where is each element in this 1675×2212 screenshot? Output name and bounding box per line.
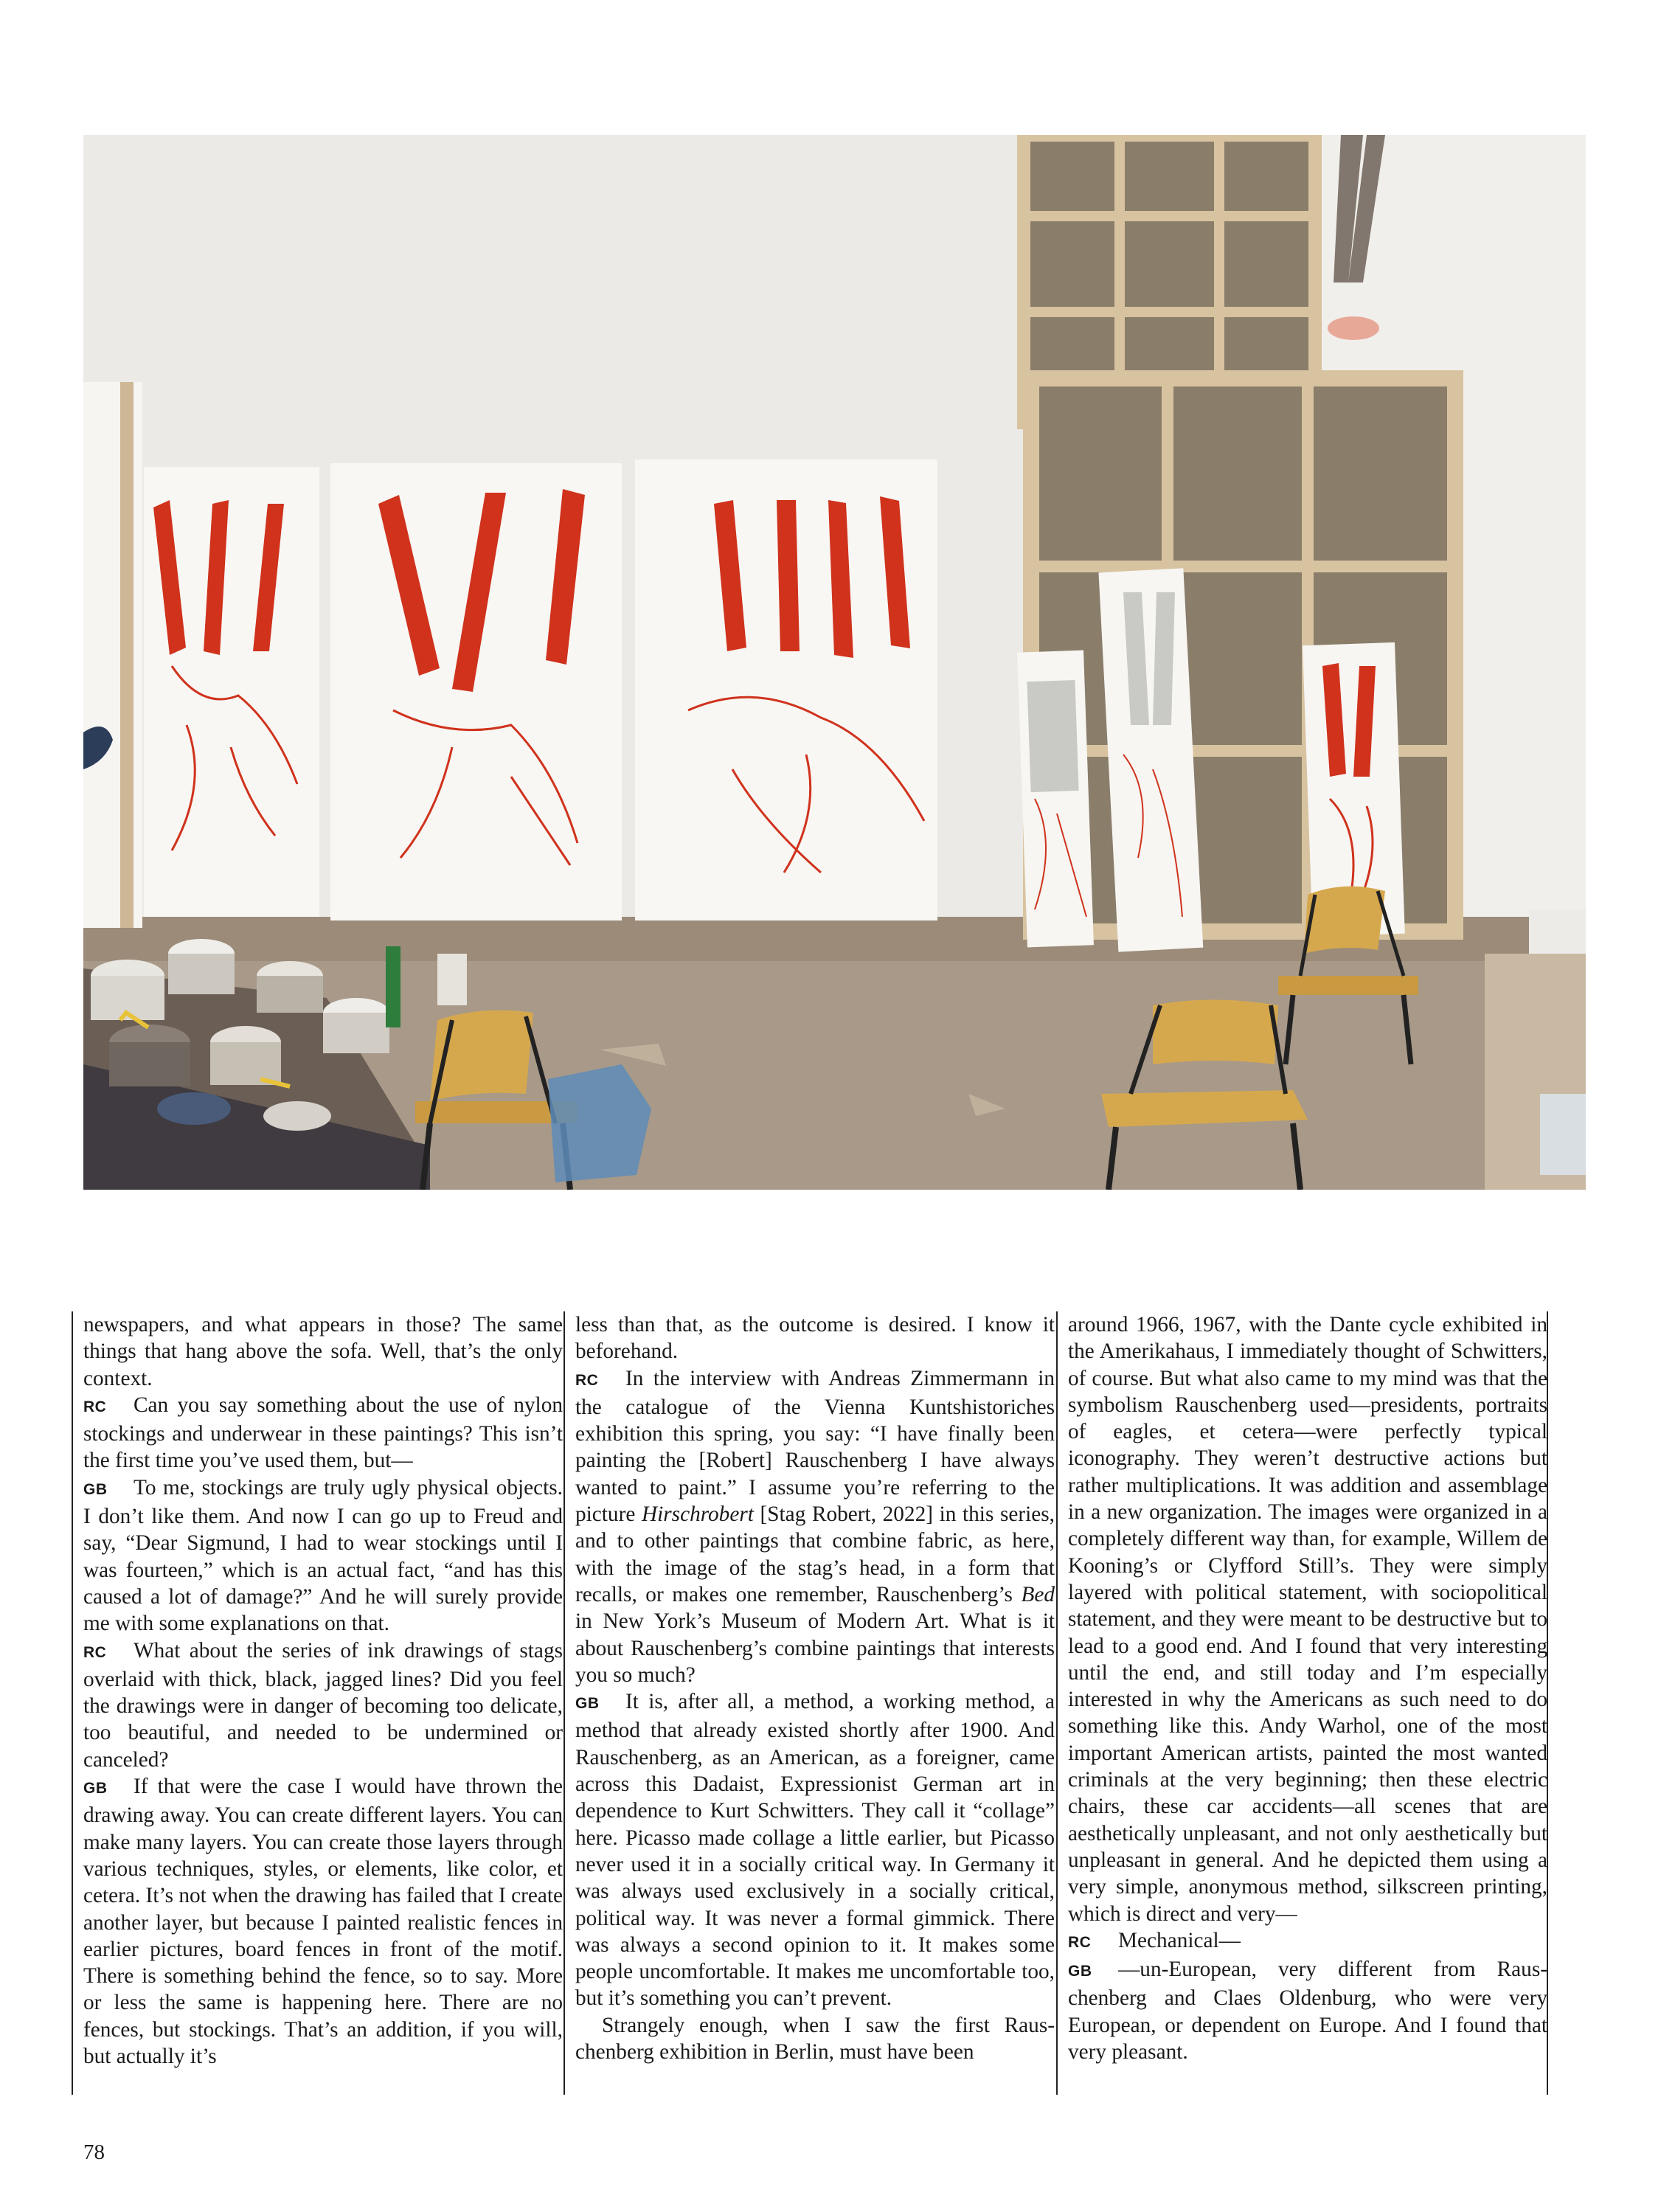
paragraph — [1068, 1311, 1547, 1927]
paragraph-text: To me, stockings are truly ugly physical objects. I don’t like them. And now I can go up to Freud and say, “Dear Sigmund, I had to wear stockings until I was fourteen,” which is an actual fact, “and has this caused a lot of damage?” And he will surely provide me with some explanations on that. — [83, 1475, 563, 1636]
paragraph — [575, 1365, 1055, 1689]
paragraph-text: In the interview with Andreas Zimmermann in the catalogue of the Vienna Kuntshistoriches exhibition this spring, you say: “I have finally been painting the [Robert] Rauschenberg I have always wanted to paint.” I assume you’re referring to the picture Hirschrobert [Stag Robert, 2022] in this series, and to other paintings that combine fabric, as here, with the image of the stag’s head, in a form that recalls, or makes one remember, Rauschenberg’s Bed in New York’s Museum of Modern Art. What is it about Rauschenberg’s combine paintings that interests you so much? — [575, 1366, 1055, 1687]
paragraph — [83, 1392, 563, 1474]
paragraph — [1068, 1927, 1547, 1956]
paragraph-text: What about the series of ink drawings of stags overlaid with thick, black, jagged lines? Did you feel the drawings were in danger of becoming too delicate, too beautiful, and needed to be undermined or canceled? — [83, 1638, 563, 1772]
paragraph-text: —un-European, very different from Rauschenberg and Claes Oldenburg, who were very European, or dependent on Europe. And I found that very pleasant. — [1068, 1958, 1547, 2064]
text-column-1 — [83, 1311, 563, 2095]
paragraph — [83, 1637, 563, 1773]
red-stocking-canvas-3 — [635, 460, 937, 920]
paragraph — [83, 1474, 563, 1637]
left-edge-canvas-frame — [120, 382, 133, 928]
column-rule-center-left — [563, 1311, 565, 2095]
red-stocking-canvas-1 — [144, 467, 319, 917]
paragraph-text: less than that, as the outcome is desired. I know it beforehand. — [575, 1313, 1055, 1364]
paragraph — [83, 1773, 563, 2070]
speaker-tag: RC — [575, 1371, 599, 1389]
paragraph-text: It is, after all, a method, a working method, a method that already existed shortly after 1900. And Rauschenberg, as an American, as a foreigner, came across this Dadaist, Expressionist German art in dependence to Kurt Schwitters. They call it “collage” here. Picasso made collage a little earlier, but Picasso never used it in a socially critical way. In Germany it was always used exclusively in a socially critical, political way. It was never a formal gimmick. There was always a second opinion to it. It makes some people uncomfortable. It makes me uncomfortable too, but it’s something you can’t prevent. — [575, 1690, 1055, 2011]
speaker-tag: GB — [1068, 1963, 1092, 1980]
page-number: 78 — [83, 2140, 105, 2164]
paragraph-text: Strangely enough, when I saw the first Rauschenberg exhibition in Berlin, must have been — [575, 2013, 1055, 2064]
paragraph — [83, 1311, 563, 1392]
small-canvas-grey-1 — [1017, 651, 1094, 948]
speaker-tag: GB — [83, 1480, 108, 1498]
speaker-tag: GB — [575, 1695, 600, 1713]
column-rule-left — [72, 1311, 73, 2095]
studio-photo — [83, 135, 1586, 1190]
paragraph-text: Mechanical— — [1118, 1928, 1241, 1952]
speaker-tag: RC — [1068, 1933, 1092, 1951]
paragraph — [575, 2012, 1055, 2066]
text-column-2 — [575, 1311, 1055, 2095]
speaker-tag: GB — [83, 1780, 108, 1797]
paragraph-text: around 1966, 1967, with the Dante cycle exhibited in the Amerikahaus, I immediately thought of Schwitters, of course. But what also came to my mind was that the symbolism Rauschenberg used—presidents, portraits of eagles, et cetera—were perfectly typical iconography. They weren’t destructive actions but rather multiplications. It was addition and assemblage in a new organization. The images were organized in a completely different way than, for example, Willem de Kooning’s or Clyfford Still’s. They were simply layered with political statement, with sociopolitical statement, and they were meant to be destructive but to lead to a good end. And I found that very interesting until the end, and still today and I’m especially interested in why the Americans as such need to do something like this. Andy Warhol, one of the most important American artists, painted the most wanted criminals at the very beginning; then these electric chairs, these car accidents—all scenes that are aesthetically unpleasant, and not only aesthetically but unpleasant in general. And he depicted them using a very simple, anonymous method, silkscreen printing, which is direct and very— — [1068, 1313, 1547, 1926]
paragraph-text: Can you say something about the use of nylon stockings and underwear in these paintings? This isn’t the first time you’ve used them, but— — [83, 1393, 563, 1473]
paragraph — [1068, 1956, 1547, 2065]
red-stocking-canvas-2 — [330, 463, 622, 920]
pink-bowl — [1328, 316, 1379, 340]
paragraph-text: If that were the case I would have thrown the drawing away. You can create different layers. You can make many layers. You can create those layers through various techniques, styles, or elements, like color, et cetera. It’s not when the drawing has failed that I create another layer, but because I painted realistic fences in earlier pictures, board fences in front of the motif. There is something behind the fence, so to say. More or less the same is happening here. There are no fences, but stockings. That’s an addition, if you will, but actually it’s — [83, 1775, 563, 2069]
column-rule-center-right — [1056, 1311, 1058, 2095]
speaker-tag: RC — [83, 1398, 107, 1415]
speaker-tag: RC — [83, 1643, 107, 1661]
paragraph — [575, 1688, 1055, 2012]
paragraph-text: newspapers, and what appears in those? The same things that hang above the sofa. Well, that’s the only context. — [83, 1313, 563, 1390]
paragraph — [575, 1311, 1055, 1365]
text-column-3 — [1068, 1311, 1547, 2095]
